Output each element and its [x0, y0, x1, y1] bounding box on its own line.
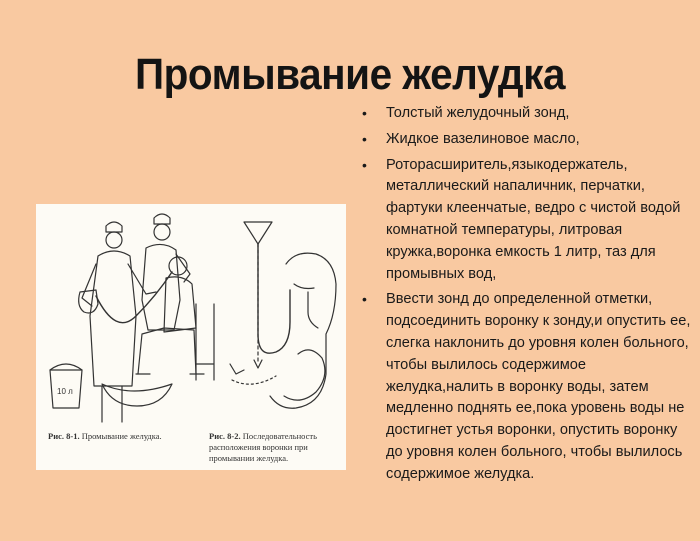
list-item-text: Толстый желудочный зонд,	[386, 105, 570, 121]
list-item	[358, 103, 694, 125]
caption-figure-2	[209, 431, 341, 464]
caption-2-label: Рис. 8-2.	[209, 431, 241, 441]
bullet-icon: •	[362, 291, 367, 308]
equipment-list	[358, 103, 694, 490]
caption-2-text: Последовательность расположения воронки при промывании желудка.	[209, 431, 317, 463]
caption-figure-1	[48, 431, 162, 442]
list-item	[358, 155, 694, 286]
list-item-text: Ввести зонд до определенной отметки, подсоединить воронку к зонду,и опустить ее, слегка наклонить до уровня колен больного, чтобы вылилось содержимое желудка,налить в воронку воды, затем медленно поднять ее,пока уровень воды не достигнет устья воронки, опустить воронку до уровня колен больного, чтобы вылилось содержимое желудка.	[386, 291, 691, 482]
bullet-icon: •	[362, 130, 367, 147]
bullet-icon: •	[362, 105, 367, 121]
list-item-text: Роторасширитель,языкодержатель, металлический напаличник, перчатки, фартуки клеенчатые, ведро с чистой водой комнатной температуры, литровая кружка,воронка емкость 1 литр, таз для промывных вод,	[386, 156, 681, 282]
list-item	[358, 289, 694, 485]
bullet-icon: •	[362, 156, 367, 173]
bucket-label: 10 л	[57, 387, 73, 396]
slide-title: Промывание желудка	[134, 50, 566, 99]
list-item	[358, 129, 694, 151]
list-item-text: Жидкое вазелиновое масло,	[386, 130, 580, 147]
caption-1-text: Промывание желудка.	[81, 431, 162, 441]
illustration	[36, 204, 346, 470]
caption-1-label: Рис. 8-1.	[48, 431, 80, 441]
